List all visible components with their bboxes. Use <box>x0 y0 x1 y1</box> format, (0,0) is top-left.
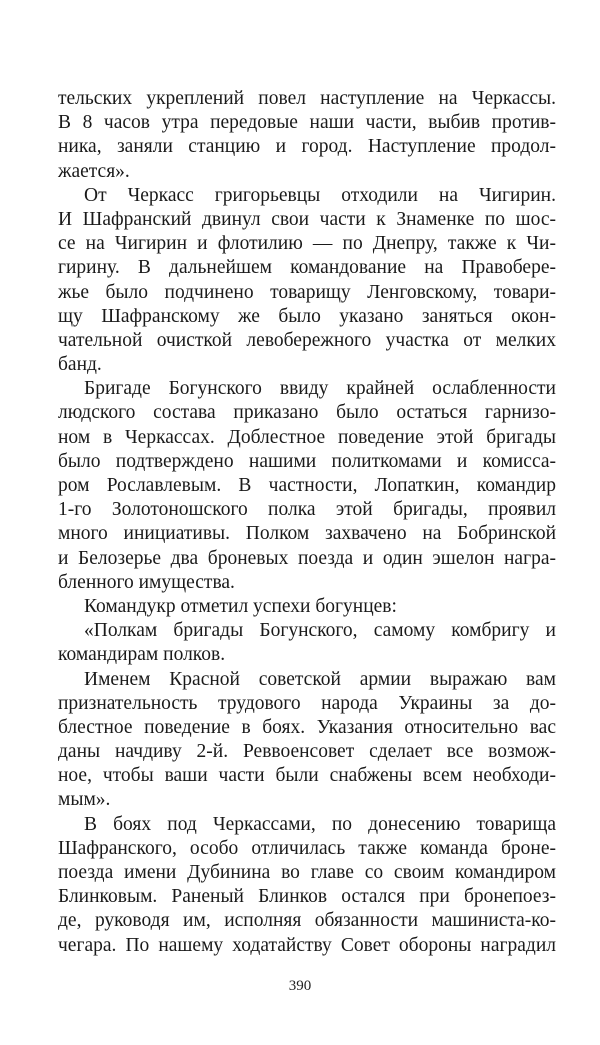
text-line: В боях под Черкассами, по донесению товарища <box>84 813 556 835</box>
text-line: де, руководя им, исполняя обязанности машиниста-ко- <box>58 910 556 932</box>
text-line: и Белозерье два броневых поезда и один эшелон награ- <box>58 547 556 569</box>
text-line: В 8 часов утра передовые наши части, выбив против- <box>58 112 556 134</box>
text-line: блестное поведение в боях. Указания относительно вас <box>58 716 556 738</box>
text-line: Шафранского, особо отличилась также команда броне- <box>58 837 556 859</box>
text-line: даны начдиву 2-й. Реввоенсовет сделает все возмож- <box>58 741 556 763</box>
text-line: чательной очисткой левобережного участка от мелких <box>58 329 556 351</box>
page-body-text <box>58 87 556 958</box>
text-line: было подтверждено нашими политкомами и комисса- <box>58 450 556 472</box>
text-line: жается». <box>58 160 130 182</box>
text-line: ном в Черкассах. Доблестное поведение этой бригады <box>58 426 556 448</box>
text-line: командирам полков. <box>58 644 226 666</box>
text-line: Именем Красной советской армии выражаю вам <box>84 668 556 690</box>
text-line: чегара. По нашему ходатайству Совет обороны наградил <box>58 934 556 956</box>
text-line: ром Рославлевым. В частности, Лопаткин, командир <box>58 475 556 496</box>
text-line: бленного имущества. <box>58 571 235 593</box>
page-number: 390 <box>288 978 312 994</box>
text-line: гирину. В дальнейшем командование на Правобере- <box>58 257 556 279</box>
text-line: Бригаде Богунского ввиду крайней ослабленности <box>84 378 556 400</box>
text-line: признательность трудового народа Украины за до- <box>58 692 556 714</box>
text-line: ника, заняли станцию и город. Наступление продол- <box>58 136 556 158</box>
text-line: людского состава приказано было остаться гарнизо- <box>58 402 556 424</box>
text-line: «Полкам бригады Богунского, самому комбригу и <box>84 620 556 642</box>
text-line: се на Чигирин и флотилию — по Днепру, также к Чи- <box>58 233 556 255</box>
text-line: мым». <box>58 789 111 811</box>
text-line: Блинковым. Раненый Блинков остался при бронепоез- <box>58 886 556 908</box>
text-line: Командукр отметил успехи богунцев: <box>84 595 397 617</box>
text-line: щу Шафранскому же было указано заняться окон- <box>58 305 556 327</box>
text-line: тельских укреплений повел наступление на Черкассы. <box>58 88 556 109</box>
text-line: много инициативы. Полком захвачено на Бобринской <box>58 523 556 545</box>
text-line: жье было подчинено товарищу Ленговскому, товари- <box>58 281 556 303</box>
text-line: поезда имени Дубинина во главе со своим командиром <box>58 862 556 883</box>
text-line: банд. <box>58 354 102 376</box>
text-line: 1-го Золотоношского полка этой бригады, проявил <box>58 499 556 521</box>
text-line: От Черкасс григорьевцы отходили на Чигирин. <box>84 184 556 206</box>
text-line: ное, чтобы ваши части были снабжены всем необходи- <box>58 765 556 787</box>
text-line: И Шафранский двинул свои части к Знаменке по шос- <box>58 208 556 230</box>
